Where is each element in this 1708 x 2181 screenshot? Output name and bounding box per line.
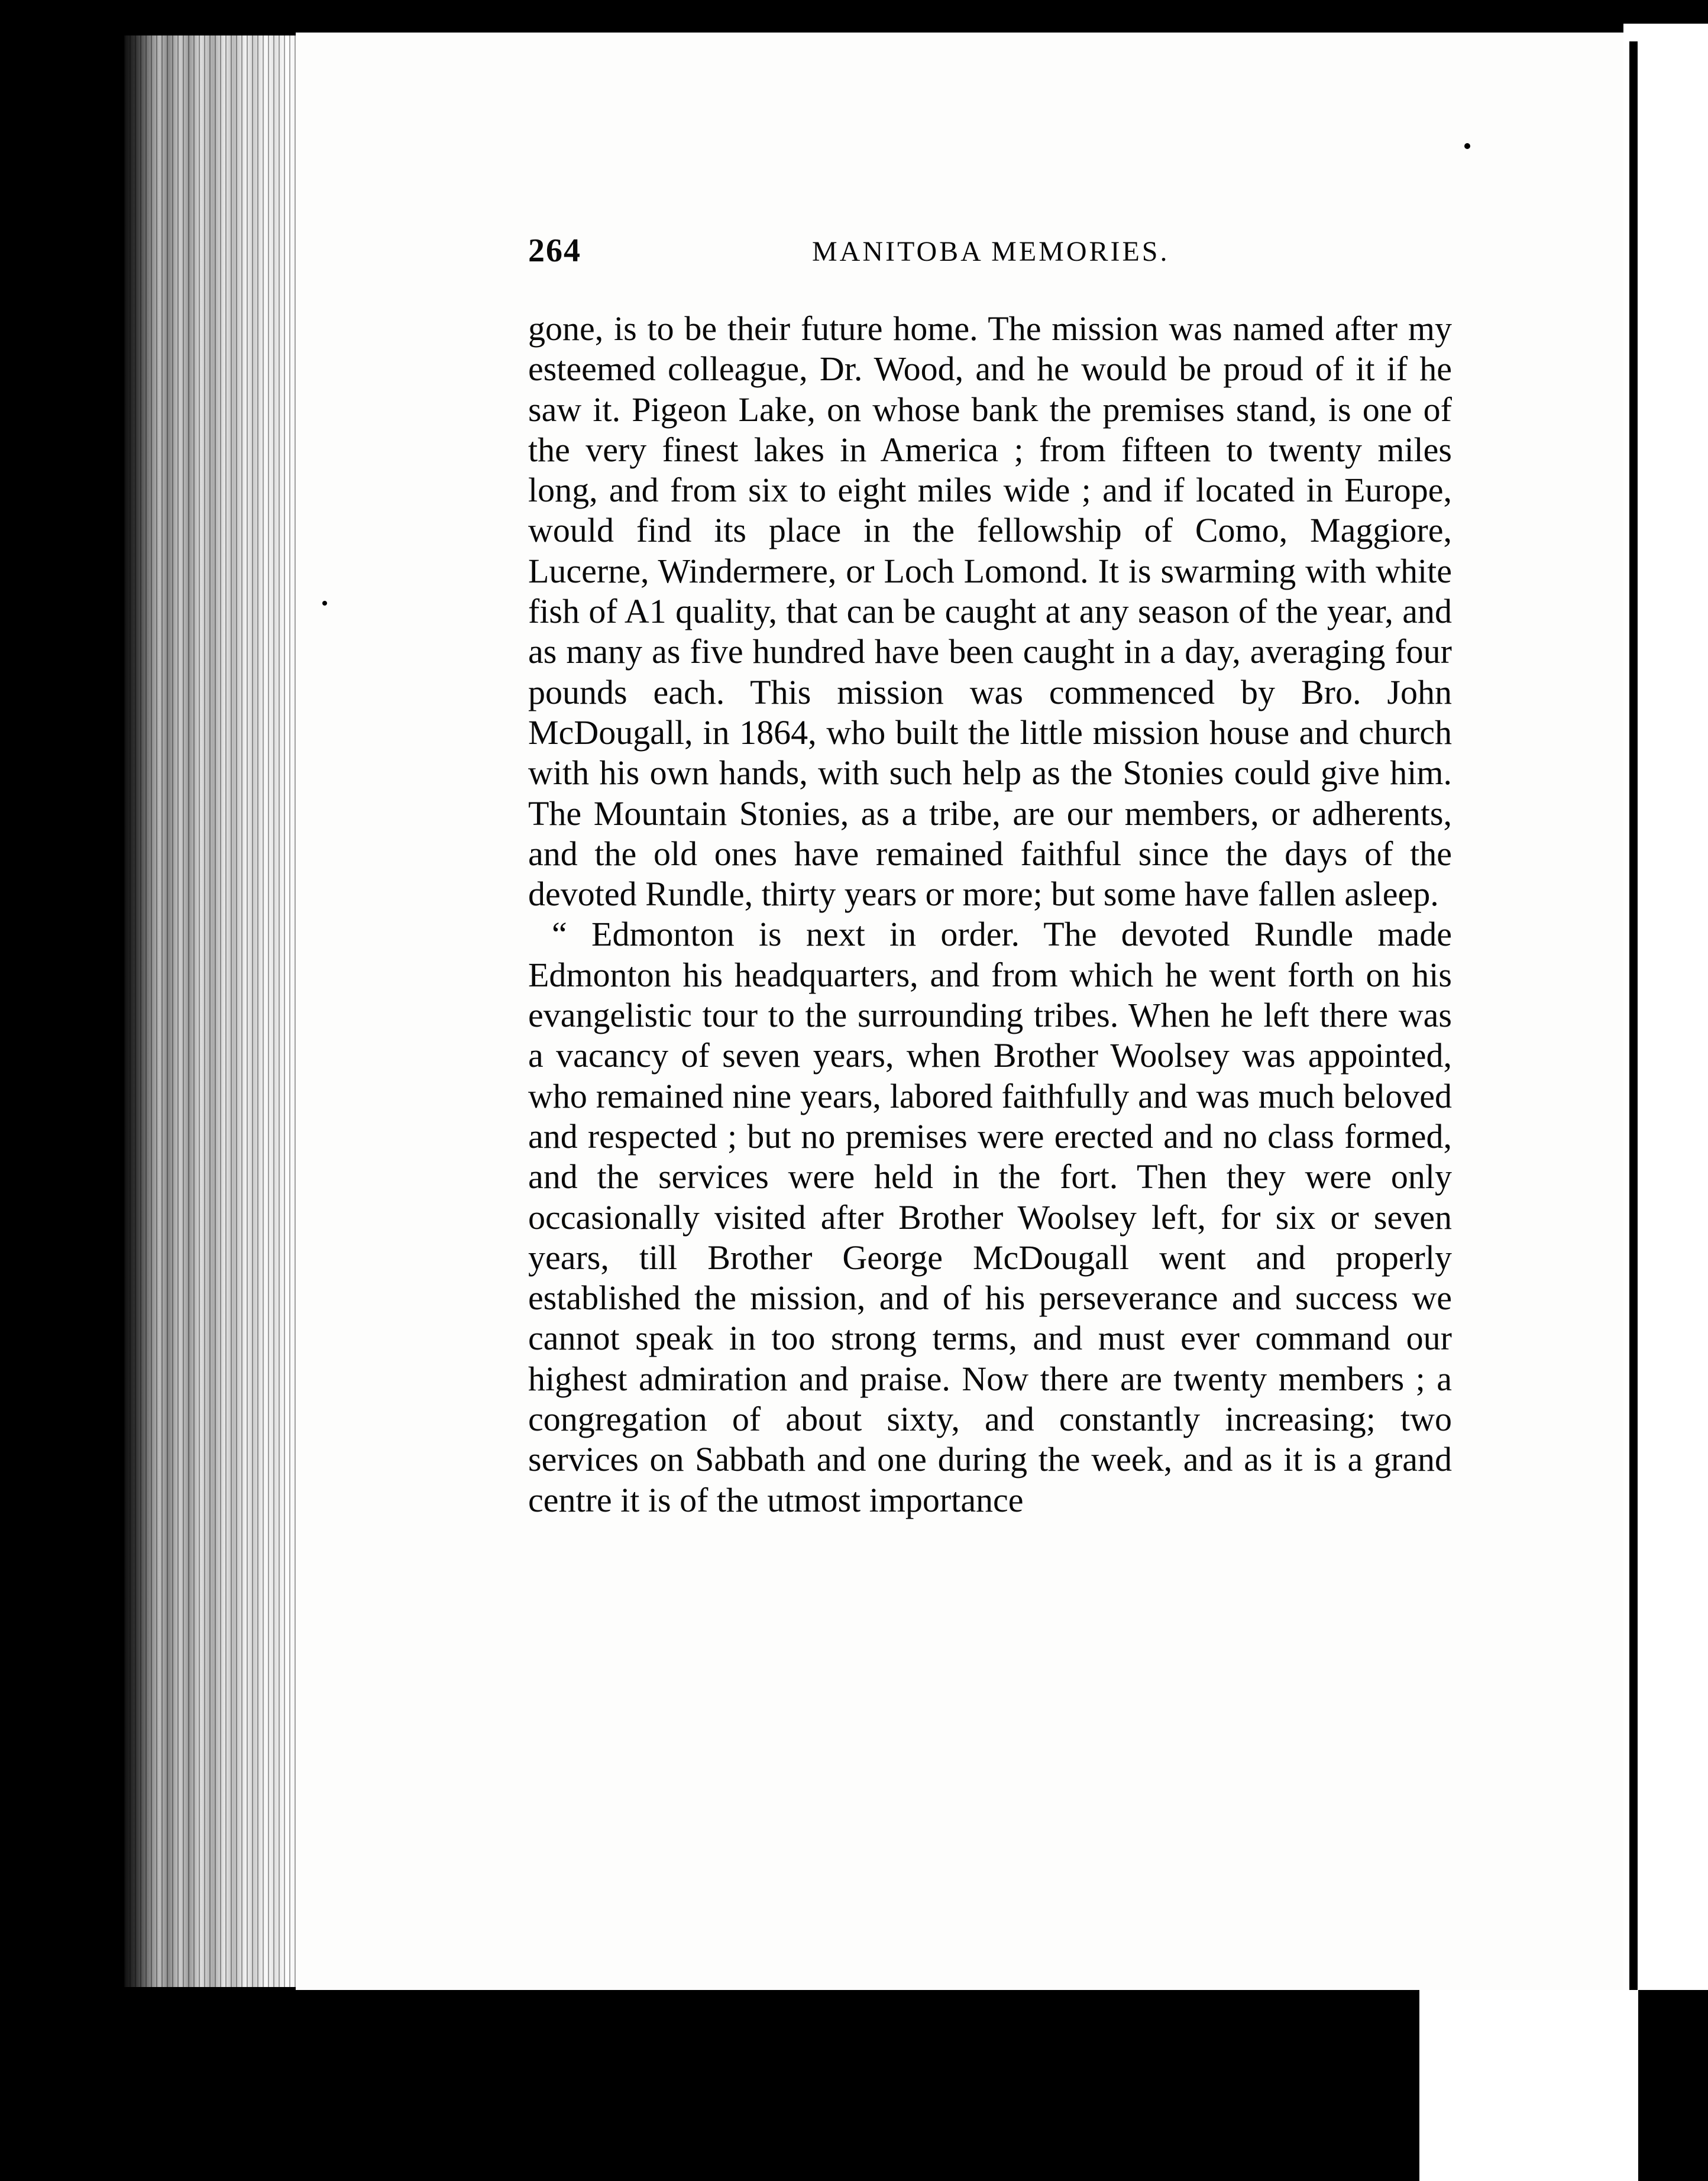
running-title: MANITOBA MEMORIES. xyxy=(812,236,1170,267)
running-head xyxy=(528,232,1452,285)
scan-margin-bottom-right xyxy=(1419,1990,1638,2181)
body-text xyxy=(528,309,1452,1520)
facing-page-edge xyxy=(1623,24,1708,2176)
page-number: 264 xyxy=(528,232,581,269)
paragraph: gone, is to be their future home. The mission was named after my esteemed colleague, Dr. Wood, and he would be proud of it if he saw it. Pigeon Lake, on whose bank the premises stand, is one of the very finest lakes in America ; from fifteen to twenty miles long, and from six to eight miles wide ; and if located in Europe, would find its place in the fellowship of Como, Maggiore, Lucerne, Windermere, or Loch Lomond. It is swarming with white fish of A1 quality, that can be caught at any season of the year, and as many as five hundred have been caught in a day, averaging four pounds each. This mission was commenced by Bro. John McDougall, in 1864, who built the little mission house and church with his own hands, with such help as the Stonies could give him. The Mountain Stonies, as a tribe, are our members, or adherents, and the old ones have remained faithful since the days of the devoted Rundle, thirty years or more; but some have fallen asleep. xyxy=(528,309,1452,914)
stacked-page-edges xyxy=(124,35,302,1987)
speck-mark xyxy=(1464,143,1470,149)
page-content xyxy=(528,232,1452,1520)
paragraph: “ Edmonton is next in order. The devoted Rundle made Edmonton his headquarters, and from which he went forth on his evangelistic tour to the surrounding tribes. When he left there was a vacancy of seven years, when Brother Woolsey was appointed, who remained nine years, labored faithfully and was much beloved and respected ; but no premises were erected and no class formed, and the services were held in the fort. Then they were only occasionally visited after Brother Woolsey left, for six or seven years, till Brother George McDougall went and properly established the mission, and of his perseverance and success we cannot speak in too strong terms, and must ever command our highest admiration and praise. Now there are twenty members ; a congregation of about sixty, and constantly increasing; two services on Sabbath and one during the week, and as it is a grand centre it is of the utmost importance xyxy=(528,915,1452,1519)
speck-mark xyxy=(322,601,327,606)
